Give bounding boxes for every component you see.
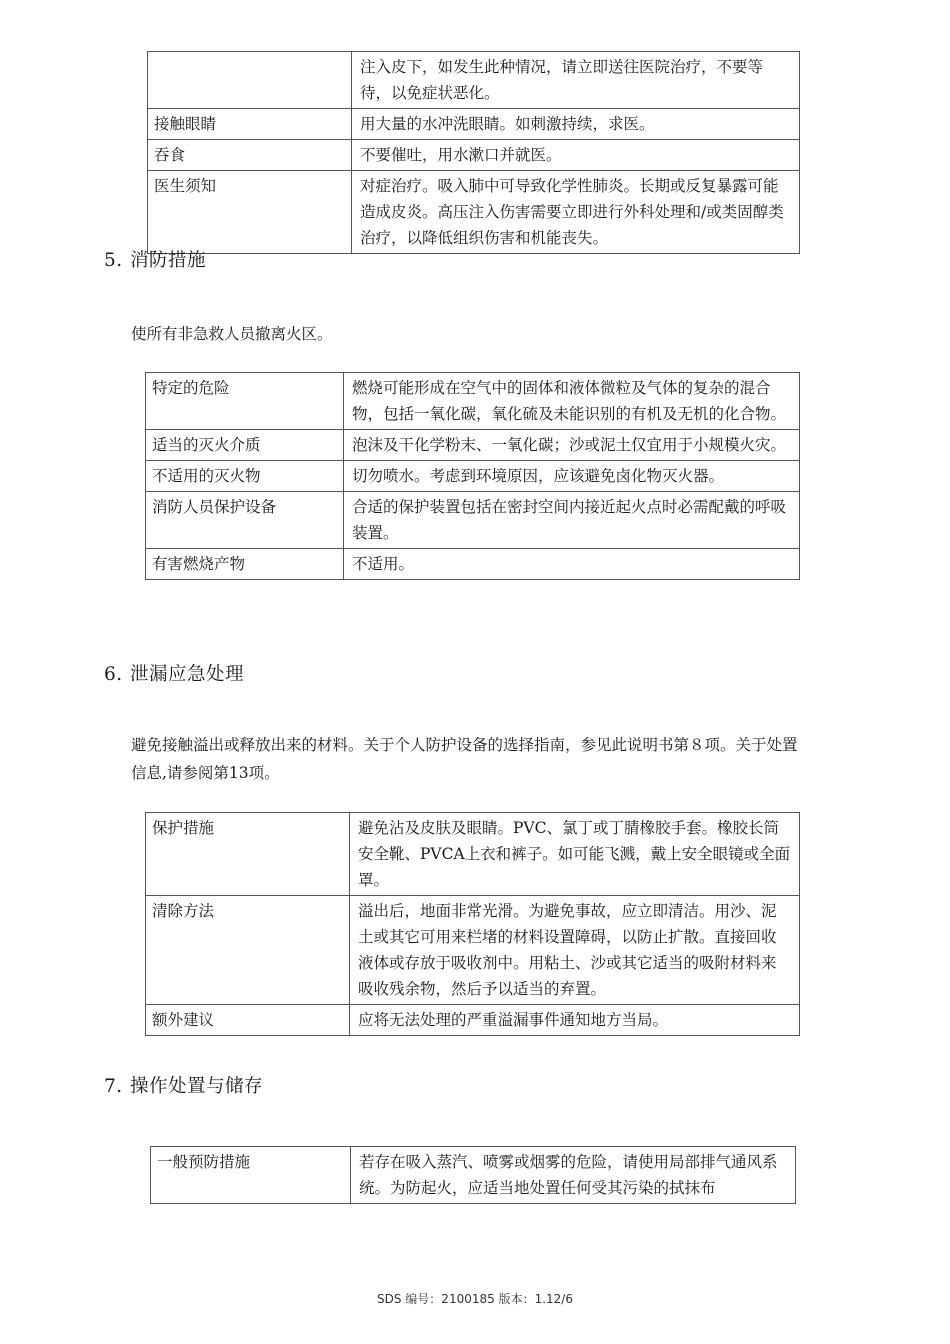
row-label: [148, 52, 352, 109]
section-number: 7.: [104, 1076, 123, 1097]
handling-storage-table: [150, 1146, 796, 1204]
row-value: 避免沾及皮肤及眼睛。PVC、氯丁或丁腈橡胶手套。橡胶长筒安全靴、PVCA上衣和裤子。如可能飞溅，戴上安全眼镜或全面罩。: [350, 813, 800, 896]
table-row: [148, 109, 800, 140]
table-row: [148, 171, 800, 254]
section-heading: [104, 1072, 263, 1098]
table-row: [146, 1005, 800, 1036]
row-label: 适当的灭火介质: [146, 430, 344, 461]
firefighting-table: [145, 372, 800, 580]
row-label: 不适用的灭火物: [146, 461, 344, 492]
row-value: 应将无法处理的严重溢漏事件通知地方当局。: [350, 1005, 800, 1036]
row-label: 消防人员保护设备: [146, 492, 344, 549]
row-label: 医生须知: [148, 171, 352, 254]
row-label: 特定的危险: [146, 373, 344, 430]
row-value: 不要催吐，用水漱口并就医。: [352, 140, 800, 171]
row-value: 切勿喷水。考虑到环境原因，应该避免卤化物灭火器。: [344, 461, 800, 492]
section-heading: [104, 246, 206, 272]
table-row: [146, 549, 800, 580]
row-label: 额外建议: [146, 1005, 350, 1036]
spill-response-table: [145, 812, 800, 1036]
row-value: 合适的保护装置包括在密封空间内接近起火点时必需配戴的呼吸装置。: [344, 492, 800, 549]
row-value: 溢出后，地面非常光滑。为避免事故，应立即清洁。用沙、泥土或其它可用来栏堵的材料设置障碍，以防止扩散。直接回收液体或存放于吸收剂中。用粘土、沙或其它适当的吸附材料来吸收残余物，然后予以适当的弃置。: [350, 896, 800, 1005]
row-value: 对症治疗。吸入肺中可导致化学性肺炎。长期或反复暴露可能造成皮炎。高压注入伤害需要立即进行外科处理和/或类固醇类治疗，以降低组织伤害和机能丧失。: [352, 171, 800, 254]
row-value: 若存在吸入蒸汽、喷雾或烟雾的危险，请使用局部排气通风系统。为防起火，应适当地处置任何受其污染的拭抹布: [351, 1147, 796, 1204]
table-row: [148, 140, 800, 171]
first-aid-table: [147, 51, 800, 254]
section-title: 操作处置与储存: [130, 1076, 264, 1097]
row-value: 注入皮下，如发生此种情况，请立即送往医院治疗，不要等待，以免症状恶化。: [352, 52, 800, 109]
row-label: 吞食: [148, 140, 352, 171]
section-title: 消防措施: [130, 250, 207, 271]
row-value: 泡沫及干化学粉末、一氧化碳；沙或泥土仅宜用于小规模火灾。: [344, 430, 800, 461]
table-row: [146, 373, 800, 430]
table-row: [148, 52, 800, 109]
table-row: [146, 461, 800, 492]
page-footer: SDS 编号：2100185 版本：1.12/6: [377, 1292, 573, 1306]
section-intro: 使所有非急救人员撤离火区。: [131, 325, 333, 343]
row-value: 燃烧可能形成在空气中的固体和液体微粒及气体的复杂的混合物，包括一氧化碳，氧化硫及未能识别的有机及无机的化合物。: [344, 373, 800, 430]
row-label: 接触眼睛: [148, 109, 352, 140]
section-heading: [104, 660, 244, 686]
section-intro: 避免接触溢出或释放出来的材料。关于个人防护设备的选择指南，参见此说明书第８项。关于处置信息,请参阅第13项。: [131, 736, 798, 782]
section-title: 泄漏应急处理: [130, 664, 245, 685]
row-label: 保护措施: [146, 813, 350, 896]
table-row: [146, 492, 800, 549]
table-row: [146, 813, 800, 896]
row-value: 不适用。: [344, 549, 800, 580]
section-number: 6.: [104, 664, 123, 685]
row-label: 有害燃烧产物: [146, 549, 344, 580]
row-label: 清除方法: [146, 896, 350, 1005]
section-number: 5.: [104, 250, 123, 271]
row-value: 用大量的水冲洗眼睛。如刺激持续，求医。: [352, 109, 800, 140]
table-row: [151, 1147, 796, 1204]
table-row: [146, 430, 800, 461]
row-label: 一般预防措施: [151, 1147, 351, 1204]
table-row: [146, 896, 800, 1005]
